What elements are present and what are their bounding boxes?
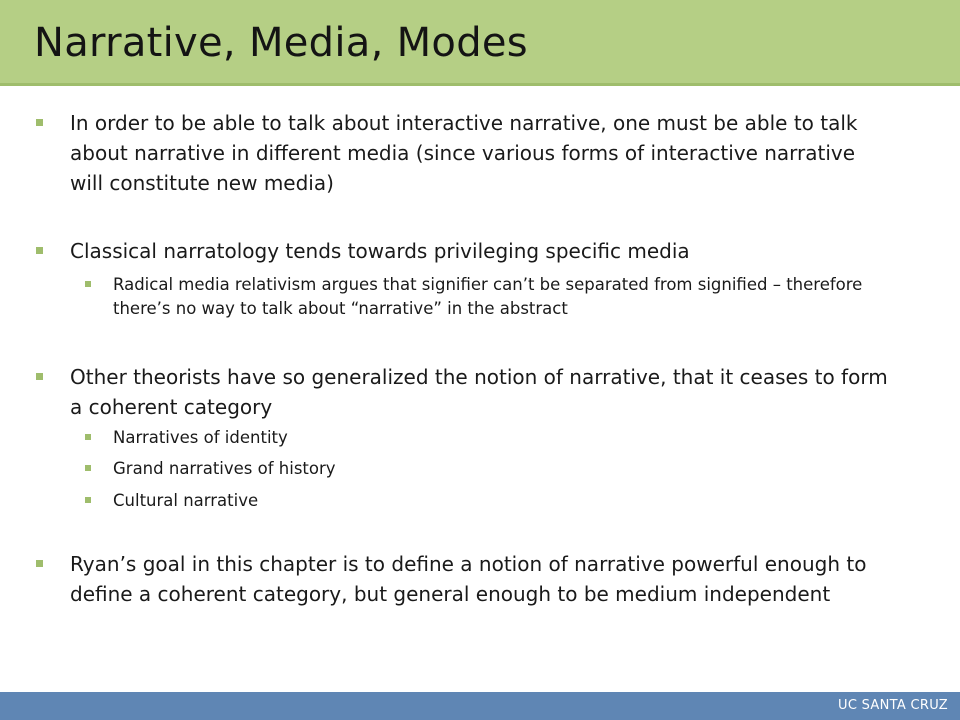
bullet-marker-icon (36, 119, 43, 126)
bullet-text: Other theorists have so generalized the notion of narrative, that it ceases to form a coherent category (70, 365, 888, 419)
sub-bullet-item (113, 489, 883, 513)
sub-bullet-text: Grand narratives of history (113, 459, 336, 478)
bullet-item (70, 549, 890, 609)
sub-bullet-marker-icon (85, 465, 91, 471)
sub-bullet-marker-icon (85, 434, 91, 440)
bullet-marker-icon (36, 247, 43, 254)
bullet-item (70, 236, 890, 266)
footer-label: UC SANTA CRUZ (838, 698, 948, 713)
sub-bullet-text: Narratives of identity (113, 428, 288, 447)
bullet-marker-icon (36, 373, 43, 380)
bullet-text: Classical narratology tends towards privileging specific media (70, 239, 690, 263)
footer-bar (0, 692, 960, 720)
bullet-marker-icon (36, 560, 43, 567)
sub-bullet-item (113, 426, 883, 450)
sub-bullet-item (113, 273, 883, 321)
sub-bullet-marker-icon (85, 281, 91, 287)
slide-title: Narrative, Media, Modes (34, 20, 528, 66)
bullet-item (70, 362, 890, 422)
bullet-item (70, 108, 890, 198)
sub-bullet-marker-icon (85, 497, 91, 503)
sub-bullet-text: Radical media relativism argues that signifier can’t be separated from signified – therefore there’s no way to talk about “narrative” in the abstract (113, 275, 863, 318)
sub-bullet-text: Cultural narrative (113, 491, 259, 510)
sub-bullet-item (113, 457, 883, 481)
bullet-text: Ryan’s goal in this chapter is to define a notion of narrative powerful enough to define a coherent category, but general enough to be medium independent (70, 552, 867, 606)
bullet-text: In order to be able to talk about interactive narrative, one must be able to talk about narrative in different media (since various forms of interactive narrative will constitute new media) (70, 111, 858, 195)
